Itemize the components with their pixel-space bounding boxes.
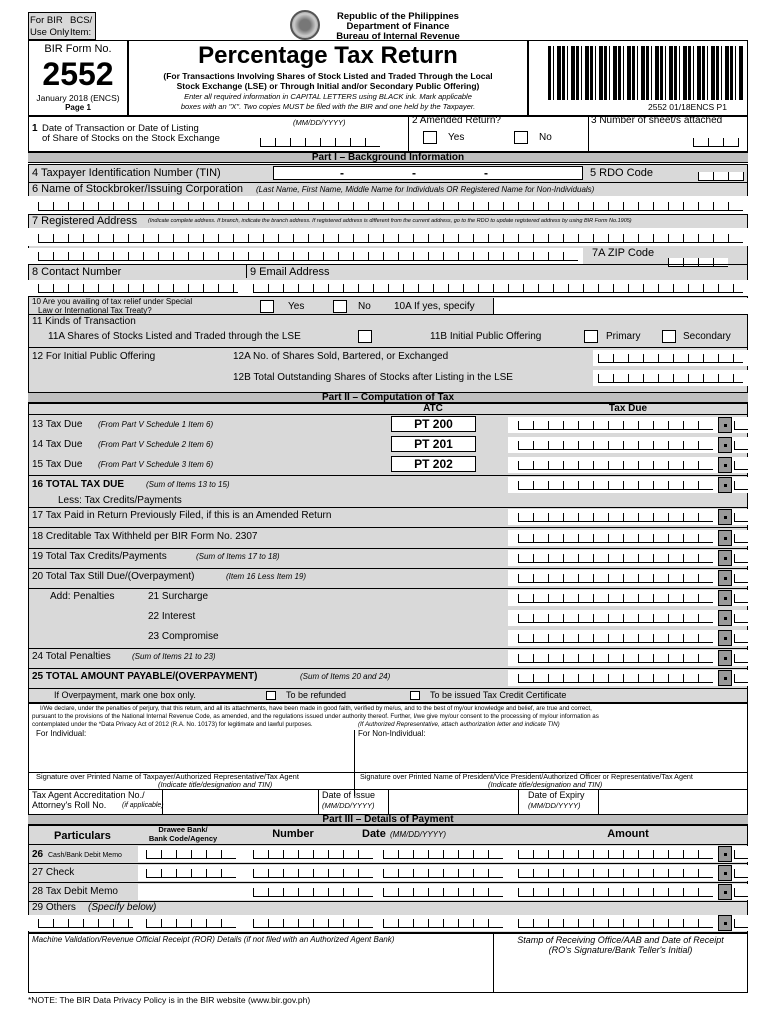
- signature-non-individual-note: (Indicate title/designation and TIN): [488, 780, 603, 789]
- bcs-label: BCS/: [70, 15, 93, 26]
- item-11a-label: 11A Shares of Stocks Listed and Traded through the LSE: [48, 331, 301, 342]
- item-27-details-row[interactable]: [138, 865, 508, 881]
- tcc-checkbox[interactable]: [410, 691, 420, 700]
- stamp-label-2: (RO's Signature/Bank Teller's Initial): [548, 945, 693, 955]
- item-14-note: (From Part V Schedule 2 Item 6): [98, 440, 214, 449]
- attorney-roll-label: Attorney's Roll No.: [32, 800, 107, 810]
- bureau-text: Bureau of Internal Revenue: [336, 31, 460, 42]
- item-29-note: (Specify below): [88, 902, 157, 913]
- refund-checkbox[interactable]: [266, 691, 276, 700]
- amended-no-checkbox[interactable]: [514, 131, 528, 144]
- item-label: Item:: [70, 27, 92, 38]
- signature-individual-label: Signature over Printed Name of Taxpayer/Authorized Representative/Tax Agent: [36, 772, 299, 781]
- item-28-amount[interactable]: [508, 884, 748, 900]
- item-19-label: 19 Total Tax Credits/Payments: [32, 551, 167, 562]
- part-2-header: Part II – Computation of Tax: [28, 392, 748, 403]
- individual-signature-field[interactable]: [32, 738, 350, 772]
- item-19-note: (Sum of Items 17 to 18): [196, 552, 280, 561]
- particulars-header: Particulars: [54, 830, 111, 842]
- primary-offering-checkbox[interactable]: [584, 330, 598, 343]
- subtitle-2: Stock Exchange (LSE) or Through Initial and/or Secondary Public Offering): [176, 81, 480, 91]
- item-26-details-row[interactable]: [138, 846, 508, 862]
- tax-relief-specify-field[interactable]: [493, 298, 748, 314]
- item-10a-label: 10A If yes, specify: [394, 301, 475, 312]
- add-penalties-label: Add: Penalties: [50, 591, 115, 602]
- registered-address-field-2[interactable]: [28, 248, 583, 264]
- item-1-number: 1: [32, 123, 38, 134]
- republic-text: Republic of the Philippines: [337, 11, 459, 22]
- tax-agent-no-field[interactable]: [162, 790, 318, 814]
- tcc-label: To be issued Tax Credit Certificate: [430, 690, 567, 700]
- declaration-line-1: I/We declare, under the penalties of perjury, that this return, and all its attachments, have been made in good faith, verified by me/us, and to the best of my/our knowledge and belief, are true and correct,: [40, 705, 592, 712]
- edition: January 2018 (ENCS): [36, 93, 120, 103]
- item-11-label: 11 Kinds of Transaction: [32, 316, 136, 327]
- item-24-note: (Sum of Items 21 to 23): [132, 652, 216, 661]
- item-6-note: (Last Name, First Name, Middle Name for Individuals OR Registered Name for Non-Individuals): [256, 185, 595, 194]
- item-17-amount[interactable]: [508, 509, 748, 525]
- item-4-label: 4 Taxpayer Identification Number (TIN): [32, 167, 221, 179]
- registered-address-field-1[interactable]: [28, 228, 748, 246]
- date-of-transaction-field[interactable]: [260, 138, 380, 147]
- item-16-label: 16 TOTAL TAX DUE: [32, 479, 125, 490]
- barcode-code: 2552 01/18ENCS P1: [648, 102, 727, 112]
- item-12-label: 12 For Initial Public Offering: [32, 351, 156, 362]
- part-1-header: Part I – Background Information: [28, 152, 748, 163]
- stamp-label-1: Stamp of Receiving Office/AAB and Date of Receipt: [517, 935, 724, 945]
- item-24-label: 24 Total Penalties: [32, 651, 111, 662]
- item-25-label: 25 TOTAL AMOUNT PAYABLE/(OVERPAYMENT): [32, 671, 258, 682]
- tax-relief-yes-label: Yes: [288, 301, 305, 312]
- date-of-issue-label: Date of Issue: [322, 790, 376, 800]
- declaration-line-3: contemplated under the *Data Privacy Act of 2012 (R.A. No. 10173) for legitimate and lawful purposes.: [32, 721, 313, 728]
- item-7-label: 7 Registered Address: [32, 215, 138, 227]
- item-17-label: 17 Tax Paid in Return Previously Filed, if this is an Amended Return: [32, 510, 332, 521]
- item-7a-label: 7A ZIP Code: [592, 247, 655, 259]
- part-3-header: Part III – Details of Payment: [28, 814, 748, 825]
- item-19-amount[interactable]: [508, 550, 748, 566]
- stockbroker-name-field[interactable]: [28, 196, 748, 214]
- tax-relief-no-label: No: [358, 301, 371, 312]
- drawee-header-2: Bank Code/Agency: [148, 834, 218, 843]
- bir-seal-icon: [290, 10, 320, 40]
- instruction-2: boxes with an "X". Two copies MUST be filed with the BIR and one held by the Taxpayer.: [180, 102, 476, 111]
- machine-validation-label: Machine Validation/Revenue Official Receipt (ROR) Details (if not filed with an Authorized Agent Bank): [32, 935, 395, 944]
- tin-dash-3: -: [484, 166, 488, 180]
- tax-agent-label: Tax Agent Accreditation No./: [32, 790, 145, 800]
- date-header-format: (MM/DD/YYYY): [390, 830, 446, 839]
- item-24-amount[interactable]: [508, 650, 748, 666]
- item-28-label: 28 Tax Debit Memo: [32, 886, 118, 897]
- item-21-amount[interactable]: [508, 590, 748, 606]
- item-11b-label: 11B Initial Public Offering: [430, 331, 542, 342]
- atc-pt202-text: PT 202: [414, 457, 453, 471]
- date-of-issue-format: (MM/DD/YYYY): [322, 801, 375, 810]
- tax-relief-yes-checkbox[interactable]: [260, 300, 274, 313]
- item-5-label: 5 RDO Code: [590, 167, 653, 179]
- item-10-label-2: Law or International Tax Treaty?: [38, 306, 152, 315]
- dept-text: Department of Finance: [346, 21, 450, 32]
- amended-yes-checkbox[interactable]: [423, 131, 437, 144]
- amount-header: Amount: [607, 828, 649, 840]
- form-no-label: BIR Form No.: [44, 43, 112, 55]
- email-address-field[interactable]: [253, 284, 743, 293]
- item-14-amount[interactable]: [508, 437, 748, 453]
- item-2-label: 2 Amended Return?: [412, 115, 501, 126]
- privacy-note: *NOTE: The BIR Data Privacy Policy is in the BIR website (www.bir.gov.ph): [28, 995, 311, 1005]
- item-7-note: (Indicate complete address. If branch, indicate the branch address. If registered address is different from the current address, go to the RDO to update registered address by using BIR Form No.1905): [148, 218, 632, 224]
- item-22-amount[interactable]: [508, 610, 748, 626]
- form-title: Percentage Tax Return: [198, 42, 458, 69]
- tax-relief-no-checkbox[interactable]: [333, 300, 347, 313]
- atc-pt200-text: PT 200: [414, 417, 453, 431]
- amended-yes-label: Yes: [448, 132, 465, 143]
- item-23-label: 23 Compromise: [148, 631, 219, 642]
- item-23-amount[interactable]: [508, 630, 748, 646]
- item-18-label: 18 Creditable Tax Withheld per BIR Form No. 2307: [32, 531, 258, 542]
- item-1-label-2: of Share of Stocks on the Stock Exchange: [42, 133, 220, 144]
- atc-header: ATC: [423, 403, 443, 414]
- item-29-details-row[interactable]: [28, 915, 508, 931]
- item-10-label: 10 Are you availing of tax relief under Special: [32, 297, 193, 306]
- item-13-label: 13 Tax Due: [32, 419, 83, 430]
- item-27-amount[interactable]: [508, 865, 748, 881]
- tin-field[interactable]: [273, 166, 583, 180]
- item-3-label: 3 Number of sheet/s attached: [591, 115, 723, 126]
- zip-code-field[interactable]: [668, 258, 728, 267]
- item-26-amount[interactable]: [508, 846, 748, 862]
- signature-individual-note: (Indicate title/designation and TIN): [158, 780, 273, 789]
- form-no: 2552: [42, 56, 114, 92]
- item-20-label: 20 Total Tax Still Due/(Overpayment): [32, 571, 195, 582]
- item-18-amount[interactable]: [508, 530, 748, 546]
- declaration-line-3b: (If Authorized Representative, attach authorization letter and indicate TIN): [358, 721, 560, 728]
- tin-dash-2: -: [412, 166, 416, 180]
- less-credits-label: Less: Tax Credits/Payments: [58, 495, 182, 506]
- refund-label: To be refunded: [286, 690, 347, 700]
- signature-non-individual-label: Signature over Printed Name of President/Vice President/Authorized Officer or Representative/Tax Agent: [360, 772, 693, 781]
- non-individual-signature-field[interactable]: [358, 738, 744, 772]
- tin-dash-1: -: [340, 166, 344, 180]
- item-20-note: (Item 16 Less Item 19): [226, 572, 307, 581]
- use-only-label: Use Only: [30, 27, 70, 38]
- item-14-label: 14 Tax Due: [32, 439, 83, 450]
- item-21-label: 21 Surcharge: [148, 591, 209, 602]
- item-25-note: (Sum of Items 20 and 24): [300, 672, 391, 681]
- item-22-label: 22 Interest: [148, 611, 196, 622]
- item-25-amount[interactable]: [508, 670, 748, 686]
- secondary-label: Secondary: [683, 331, 731, 342]
- date-of-expiry-format: (MM/DD/YYYY): [528, 801, 581, 810]
- item-16-amount[interactable]: [508, 477, 748, 493]
- contact-number-field[interactable]: [38, 284, 238, 293]
- number-header: Number: [272, 828, 314, 840]
- for-bir-label: For BIR: [30, 15, 63, 26]
- outstanding-shares-field[interactable]: [593, 370, 748, 386]
- item-27-label: 27 Check: [32, 867, 75, 878]
- item-1-label: Date of Transaction or Date of Listing: [42, 123, 199, 134]
- tax-due-header: Tax Due: [608, 403, 648, 414]
- amended-no-label: No: [539, 132, 552, 143]
- item-12a-label: 12A No. of Shares Sold, Bartered, or Exchanged: [233, 351, 449, 362]
- drawee-header-1: Drawee Bank/: [158, 825, 208, 834]
- item-20-amount[interactable]: [508, 570, 748, 586]
- overpayment-label: If Overpayment, mark one box only.: [54, 690, 196, 700]
- attorney-roll-note: (if applicable): [122, 802, 164, 809]
- atc-pt201-text: PT 201: [414, 437, 453, 451]
- item-12b-label: 12B Total Outstanding Shares of Stocks after Listing in the LSE: [233, 372, 513, 383]
- item-9-label: 9 Email Address: [250, 266, 330, 278]
- instruction-1: Enter all required information in CAPITAL LETTERS using BLACK ink. Mark applicable: [184, 92, 472, 101]
- page-label: Page 1: [65, 103, 91, 112]
- item-13-amount[interactable]: [508, 417, 748, 433]
- item-29-label: 29 Others: [32, 902, 76, 913]
- item-28-details-row[interactable]: [138, 884, 508, 900]
- item-16-note: (Sum of Items 13 to 15): [146, 480, 230, 489]
- for-non-individual-label: For Non-Individual:: [358, 729, 426, 738]
- shares-lse-checkbox[interactable]: [358, 330, 372, 343]
- declaration-line-2: pursuant to the provisions of the National Internal Revenue Code, as amended, and the regulations issued under authority thereof. Further, I/we give my/our consent to the processing of my/our information as: [32, 713, 599, 720]
- subtitle-1: (For Transactions Involving Shares of Stock Listed and Traded Through the Local: [163, 71, 493, 81]
- for-individual-label: For Individual:: [36, 729, 87, 738]
- date-of-expiry-field[interactable]: [598, 790, 748, 814]
- date-of-issue-field[interactable]: [388, 790, 518, 814]
- date-header: Date: [362, 828, 386, 840]
- primary-label: Primary: [606, 331, 641, 342]
- item-29-amount[interactable]: [508, 915, 748, 931]
- item-26-label: Cash/Bank Debit Memo: [48, 852, 122, 859]
- date-format: (MM/DD/YYYY): [293, 118, 346, 127]
- secondary-offering-checkbox[interactable]: [662, 330, 676, 343]
- contact-email-row: [28, 280, 748, 296]
- rdo-code-field[interactable]: [698, 172, 744, 181]
- shares-sold-field[interactable]: [593, 350, 748, 366]
- date-of-expiry-label: Date of Expiry: [528, 790, 585, 800]
- item-15-note: (From Part V Schedule 3 Item 6): [98, 460, 214, 469]
- sheets-attached-field[interactable]: [693, 138, 739, 147]
- item-26-number: 26: [32, 849, 44, 860]
- item-15-label: 15 Tax Due: [32, 459, 83, 470]
- barcode-icon: [548, 46, 744, 100]
- item-6-label: 6 Name of Stockbroker/Issuing Corporation: [32, 183, 243, 195]
- item-8-label: 8 Contact Number: [32, 266, 122, 278]
- bir-form-2552: [28, 6, 748, 996]
- item-15-amount[interactable]: [508, 457, 748, 473]
- item-13-note: (From Part V Schedule 1 Item 6): [98, 420, 214, 429]
